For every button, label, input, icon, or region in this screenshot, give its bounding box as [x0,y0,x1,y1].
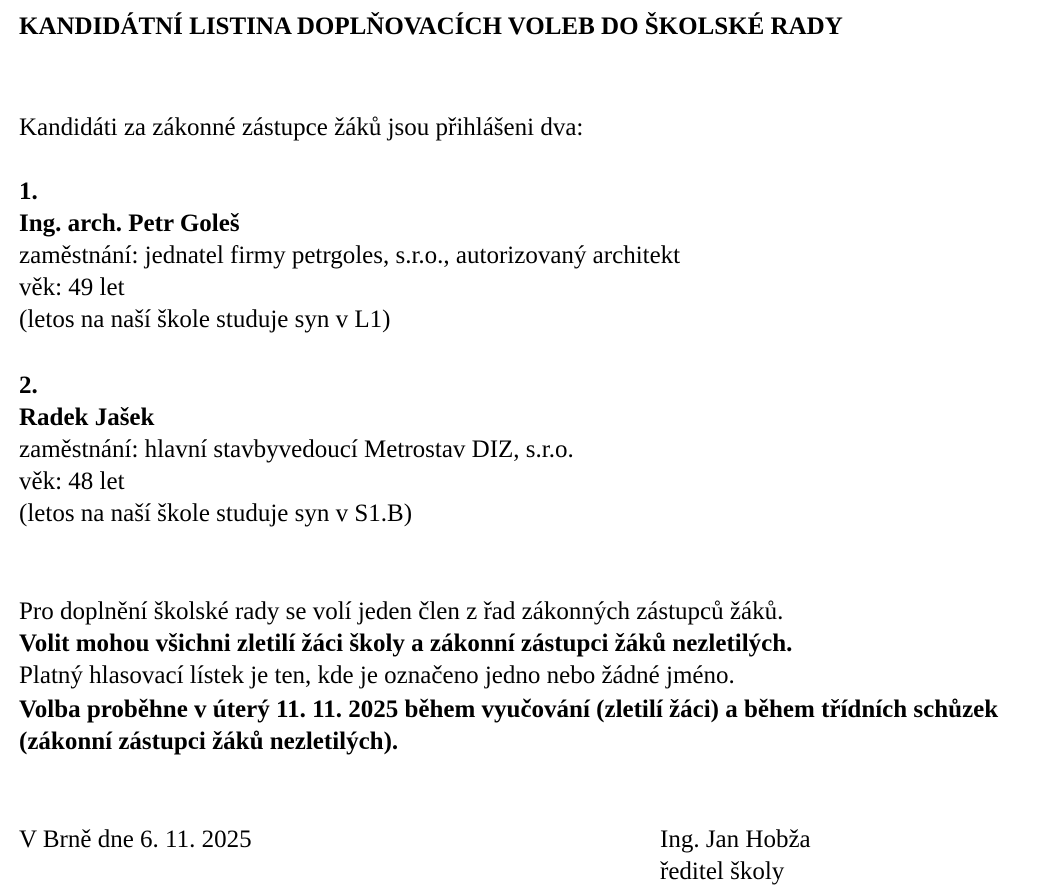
candidate-1-occupation: zaměstnání: jednatel firmy petrgoles, s.r.o., autorizovaný architekt [19,242,681,269]
signatory-role: ředitel školy [660,858,785,885]
rules-line-2: Volit mohou všichni zletilí žáci školy a zákonní zástupci žáků nezletilých. [19,630,793,657]
intro-text: Kandidáti za zákonné zástupce žáků jsou přihlášeni dva: [19,114,584,141]
candidate-2-age: věk: 48 let [19,468,125,495]
candidate-2-name: Radek Jašek [19,404,155,431]
document-title: KANDIDÁTNÍ LISTINA DOPLŇOVACÍCH VOLEB DO ŠKOLSKÉ RADY [19,13,843,40]
candidate-2-note: (letos na naší škole studuje syn v S1.B) [19,500,413,527]
signatory-name: Ing. Jan Hobža [660,826,811,853]
candidate-2-number: 2. [19,372,38,399]
candidate-1-note: (letos na naší škole studuje syn v L1) [19,306,391,333]
candidate-1-age: věk: 49 let [19,274,125,301]
candidate-1-name: Ing. arch. Petr Goleš [19,210,240,237]
candidate-1-number: 1. [19,178,38,205]
place-date: V Brně dne 6. 11. 2025 [19,826,252,853]
candidate-2-occupation: zaměstnání: hlavní stavbyvedoucí Metrostav DIZ, s.r.o. [19,436,574,463]
rules-line-1: Pro doplnění školské rady se volí jeden člen z řad zákonných zástupců žáků. [19,598,784,625]
rules-line-4: Volba proběhne v úterý 11. 11. 2025 během vyučování (zletilí žáci) a během třídních schůzek (zákonní zástupci žáků nezletilých). [19,696,999,755]
rules-line-3: Platný hlasovací lístek je ten, kde je označeno jedno nebo žádné jméno. [19,662,735,689]
